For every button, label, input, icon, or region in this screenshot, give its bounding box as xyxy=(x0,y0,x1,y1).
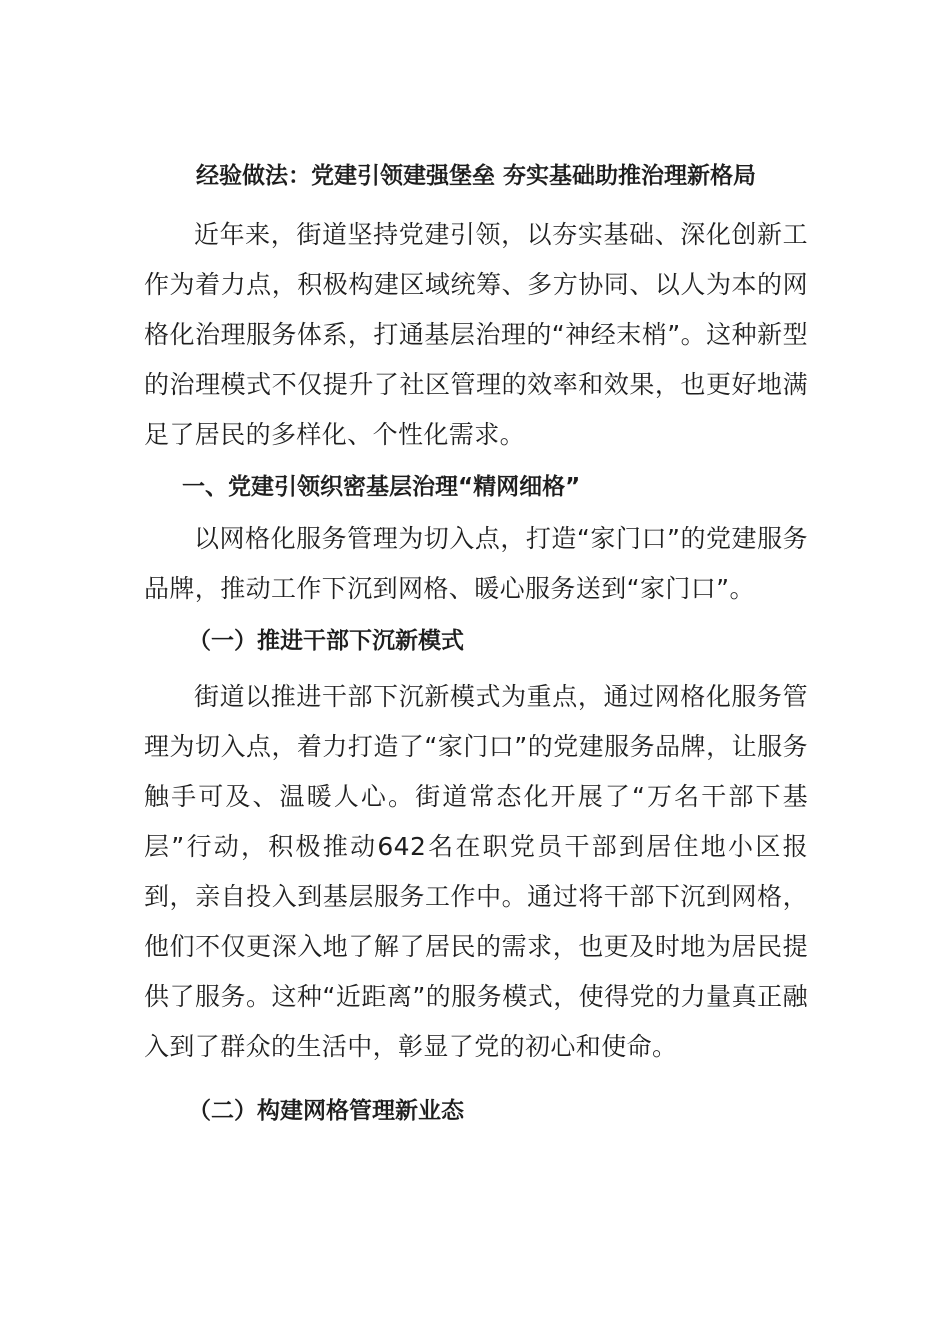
intro-paragraph: 近年来，街道坚持党建引领，以夯实基础、深化创新工作为着力点，积极构建区域统筹、多方协同、以人为本的网格化治理服务体系，打通基层治理的“神经末梢”。这种新型的治理模式不仅提升了社区管理的效率和效果，也更好地满足了居民的多样化、个性化需求。 xyxy=(144,220,808,449)
subsection-1-paragraph: 街道以推进干部下沉新模式为重点，通过网格化服务管理为切入点，着力打造了“家门口”的党建服务品牌，让服务触手可及、温暖人心。街道常态化开展了“万名干部下基层”行动，积极推动642名在职党员干部到居住地小区报到，亲自投入到基层服务工作中。通过将干部下沉到网格，他们不仅更深入地了解了居民的需求，也更及时地为居民提供了服务。这种“近距离”的服务模式，使得党的力量真正融入到了群众的生活中，彰显了党的初心和使命。 xyxy=(144,682,808,1061)
document-title: 经验做法：党建引领建强堡垒 夯实基础助推治理新格局 xyxy=(195,163,756,189)
section-1-paragraph: 以网格化服务管理为切入点，打造“家门口”的党建服务品牌，推动工作下沉到网格、暖心服务送到“家门口”。 xyxy=(144,524,808,603)
spacer xyxy=(144,200,808,210)
subsection-heading-2: （二）构建网格管理新业态 xyxy=(188,1098,464,1124)
spacer xyxy=(144,1072,808,1086)
section-heading-1: 一、党建引领织密基层治理“精网细格” xyxy=(182,474,581,500)
subsection-heading-1: （一）推进干部下沉新模式 xyxy=(188,628,464,654)
document-body xyxy=(144,152,808,1136)
